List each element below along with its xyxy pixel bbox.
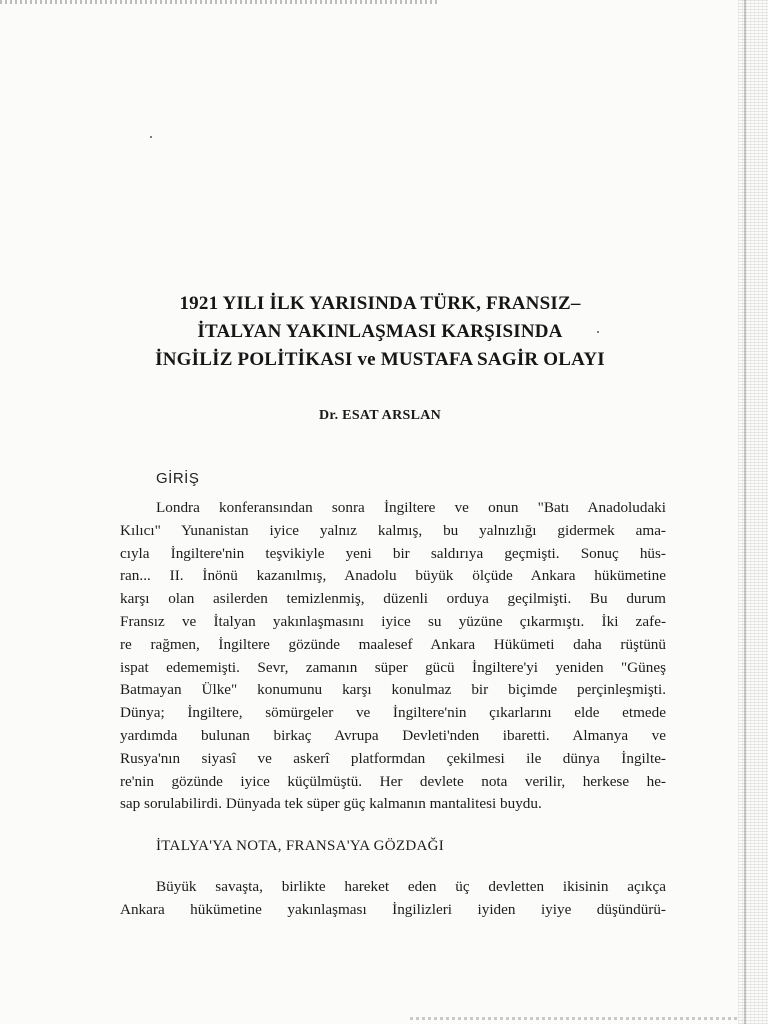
- article-title: [120, 290, 640, 374]
- text-line: sap sorulabilirdi. Dünyada tek süper güç kalmanın mantalitesi buydu.: [120, 795, 542, 813]
- text-line: re rağmen, İngiltere gözünde maalesef Ankara Hükümeti daha rüştünü: [120, 635, 666, 653]
- text-line: karşı olan asilerden temizlenmiş, düzenli orduya geçilmişti. Bu durum: [120, 590, 666, 608]
- text-line: cıyla İngiltere'nin teşvikiyle yeni bir saldırıya geçmişti. Sonuç hüs-: [120, 544, 666, 562]
- scan-speck: [150, 136, 152, 138]
- text-line: Batmayan Ülke" konumunu karşı konulmaz bir biçimde perçinleşmişti.: [120, 681, 666, 699]
- text-line: Dünya; İngiltere, sömürgeler ve İngiltere'nin çıkarlarını elde etmede: [120, 704, 666, 722]
- text-line: Ankara hükümetine yakınlaşması İngilizleri iyiden iyiye düşündürü-: [120, 900, 666, 918]
- title-line: İNGİLİZ POLİTİKASI ve MUSTAFA SAGİR OLAYI: [155, 349, 605, 370]
- text-line: Kılıcı" Yunanistan iyice yalnız kalmış, bu yalnızlığı gidermek ama-: [120, 521, 666, 539]
- text-line: Büyük savaşta, birlikte hareket eden üç devletten ikisinin açıkça: [156, 878, 666, 895]
- text-line: Londra konferansından sonra İngiltere ve onun "Batı Anadoludaki: [156, 499, 666, 516]
- text-line: Rusya'nın siyasî ve askerî platformdan çekilmesi ile dünya İngilte-: [120, 749, 666, 767]
- text-line: re'nin gözünde iyice küçülmüştü. Her devlete nota verilir, herkese he-: [120, 772, 666, 790]
- intro-paragraph: [120, 497, 666, 816]
- scan-edge-bottom-artifact: [410, 1017, 740, 1020]
- section-heading-intro: GİRİŞ: [156, 470, 200, 487]
- author-name: Dr. ESAT ARSLAN: [318, 408, 442, 423]
- title-line: 1921 YILI İLK YARISINDA TÜRK, FRANSIZ–: [179, 293, 581, 314]
- text-line: ran... II. İnönü kazanılmış, Anadolu büyük ölçüde Ankara hükümetine: [120, 567, 666, 585]
- section2-paragraph: [120, 876, 666, 922]
- title-line: İTALYAN YAKINLAŞMASI KARŞISINDA: [197, 321, 563, 342]
- text-line: Fransız ve İtalyan yakınlaşmasını iyice su yüzüne çıkarmıştı. İki zafe-: [120, 612, 666, 630]
- scan-edge-right-artifact: [738, 0, 768, 1024]
- text-line: ispat edememişti. Sevr, zamanın süper gücü İngiltere'yi yeniden "Güneş: [120, 658, 666, 676]
- text-line: yardımda bulunan birkaç Avrupa Devleti'nden ibaretti. Almanya ve: [120, 726, 666, 744]
- scan-edge-top-artifact: [0, 0, 440, 4]
- section-heading-italy-france: İTALYA'YA NOTA, FRANSA'YA GÖZDAĞI: [156, 838, 445, 854]
